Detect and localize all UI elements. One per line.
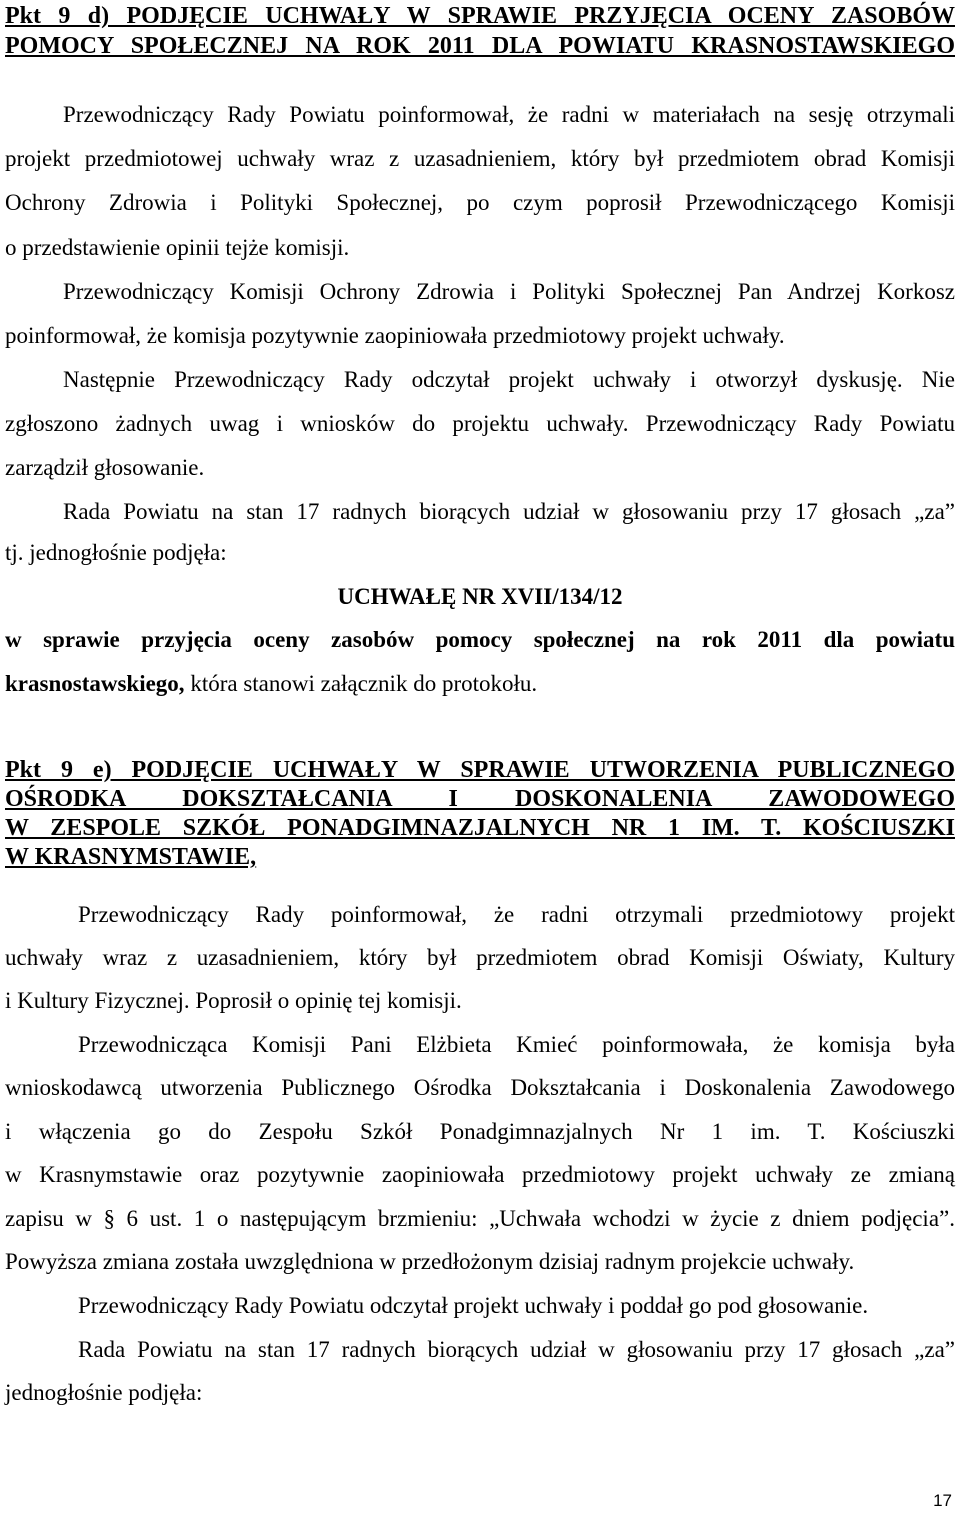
text-line: Przewodniczący Rady Powiatu odczytał projekt uchwały i poddał go pod głosowanie. — [78, 1293, 869, 1318]
text-line: Przewodniczący Rady Powiatu poinformował, że radni w materiałach na sesję otrzymali — [63, 102, 955, 127]
text-line: o przedstawienie opinii tejże komisji. — [5, 235, 350, 260]
text-line: Ochrony Zdrowia i Polityki Społecznej, po czym poprosił Przewodniczącego Komisji — [5, 190, 955, 215]
resolution-subject: w sprawie przyjęcia oceny zasobów pomocy społecznej na rok 2011 dla powiatu — [5, 627, 955, 652]
text-line: Przewodniczący Rady poinformował, że radni otrzymali przedmiotowy projekt — [78, 902, 955, 927]
text-line: Rada Powiatu na stan 17 radnych biorących udział w głosowaniu przy 17 głosach „za” — [63, 499, 955, 524]
text-line: i włączenia go do Zespołu Szkół Ponadgimnazjalnych Nr 1 im. T. Kościuszki — [5, 1119, 955, 1144]
heading-line: POMOCY SPOŁECZNEJ NA ROK 2011 DLA POWIATU KRASNOSTAWSKIEGO — [5, 33, 955, 59]
heading-line: W ZESPOLE SZKÓŁ PONADGIMNAZJALNYCH NR 1 IM. T. KOŚCIUSZKI — [5, 815, 955, 841]
resolution-title: UCHWAŁĘ NR XVII/134/12 — [337, 584, 623, 609]
resolution-subject-end — [5, 672, 955, 695]
heading-line: Pkt 9 d) PODJĘCIE UCHWAŁY W SPRAWIE PRZYJĘCIA OCENY ZASOBÓW — [5, 3, 955, 29]
text-line: zapisu w § 6 ust. 1 o następującym brzmieniu: „Uchwała wchodzi w życie z dniem podjęcia”. — [5, 1206, 955, 1231]
text-line: Przewodniczący Komisji Ochrony Zdrowia i Polityki Społecznej Pan Andrzej Korkosz — [63, 279, 955, 304]
text-line: zgłoszono żadnych uwag i wniosków do projektu uchwały. Przewodniczący Rady Powiatu — [5, 411, 955, 436]
text-line: i Kultury Fizycznej. Poprosił o opinię tej komisji. — [5, 988, 462, 1013]
text-line: Powyższa zmiana została uwzględniona w przedłożonym dzisiaj radnym projekcie uchwały. — [5, 1249, 855, 1274]
text-line: poinformował, że komisja pozytywnie zaopiniowała przedmiotowy projekt uchwały. — [5, 323, 785, 348]
resolution-subject-bold: krasnostawskiego, — [5, 671, 185, 696]
text-line: Przewodnicząca Komisji Pani Elżbieta Kmieć poinformowała, że komisja była — [78, 1032, 955, 1057]
heading-line: OŚRODKA DOKSZTAŁCANIA I DOSKONALENIA ZAWODOWEGO — [5, 786, 955, 812]
heading-line: W KRASNYMSTAWIE, — [5, 844, 257, 870]
text-line: w Krasnymstawie oraz pozytywnie zaopiniowała przedmiotowy projekt uchwały ze zmianą — [5, 1162, 955, 1187]
text-line: zarządził głosowanie. — [5, 455, 205, 480]
text-line: jednogłośnie podjęła: — [5, 1380, 203, 1405]
text-line: Rada Powiatu na stan 17 radnych biorących udział w głosowaniu przy 17 głosach „za” — [78, 1337, 955, 1362]
text-line: projekt przedmiotowej uchwały wraz z uzasadnieniem, który był przedmiotem obrad Komisji — [5, 146, 955, 171]
text-line: Następnie Przewodniczący Rady odczytał projekt uchwały i otworzył dyskusję. Nie — [63, 367, 955, 392]
text-line: uchwały wraz z uzasadnieniem, który był przedmiotem obrad Komisji Oświaty, Kultury — [5, 945, 955, 970]
page-number: 17 — [933, 1491, 952, 1510]
text-line: wnioskodawcą utworzenia Publicznego Ośrodka Dokształcania i Doskonalenia Zawodowego — [5, 1075, 955, 1100]
heading-line: Pkt 9 e) PODJĘCIE UCHWAŁY W SPRAWIE UTWORZENIA PUBLICZNEGO — [5, 757, 955, 783]
text-line: tj. jednogłośnie podjęła: — [5, 540, 227, 565]
resolution-subject-rest: która stanowi załącznik do protokołu. — [184, 671, 538, 696]
